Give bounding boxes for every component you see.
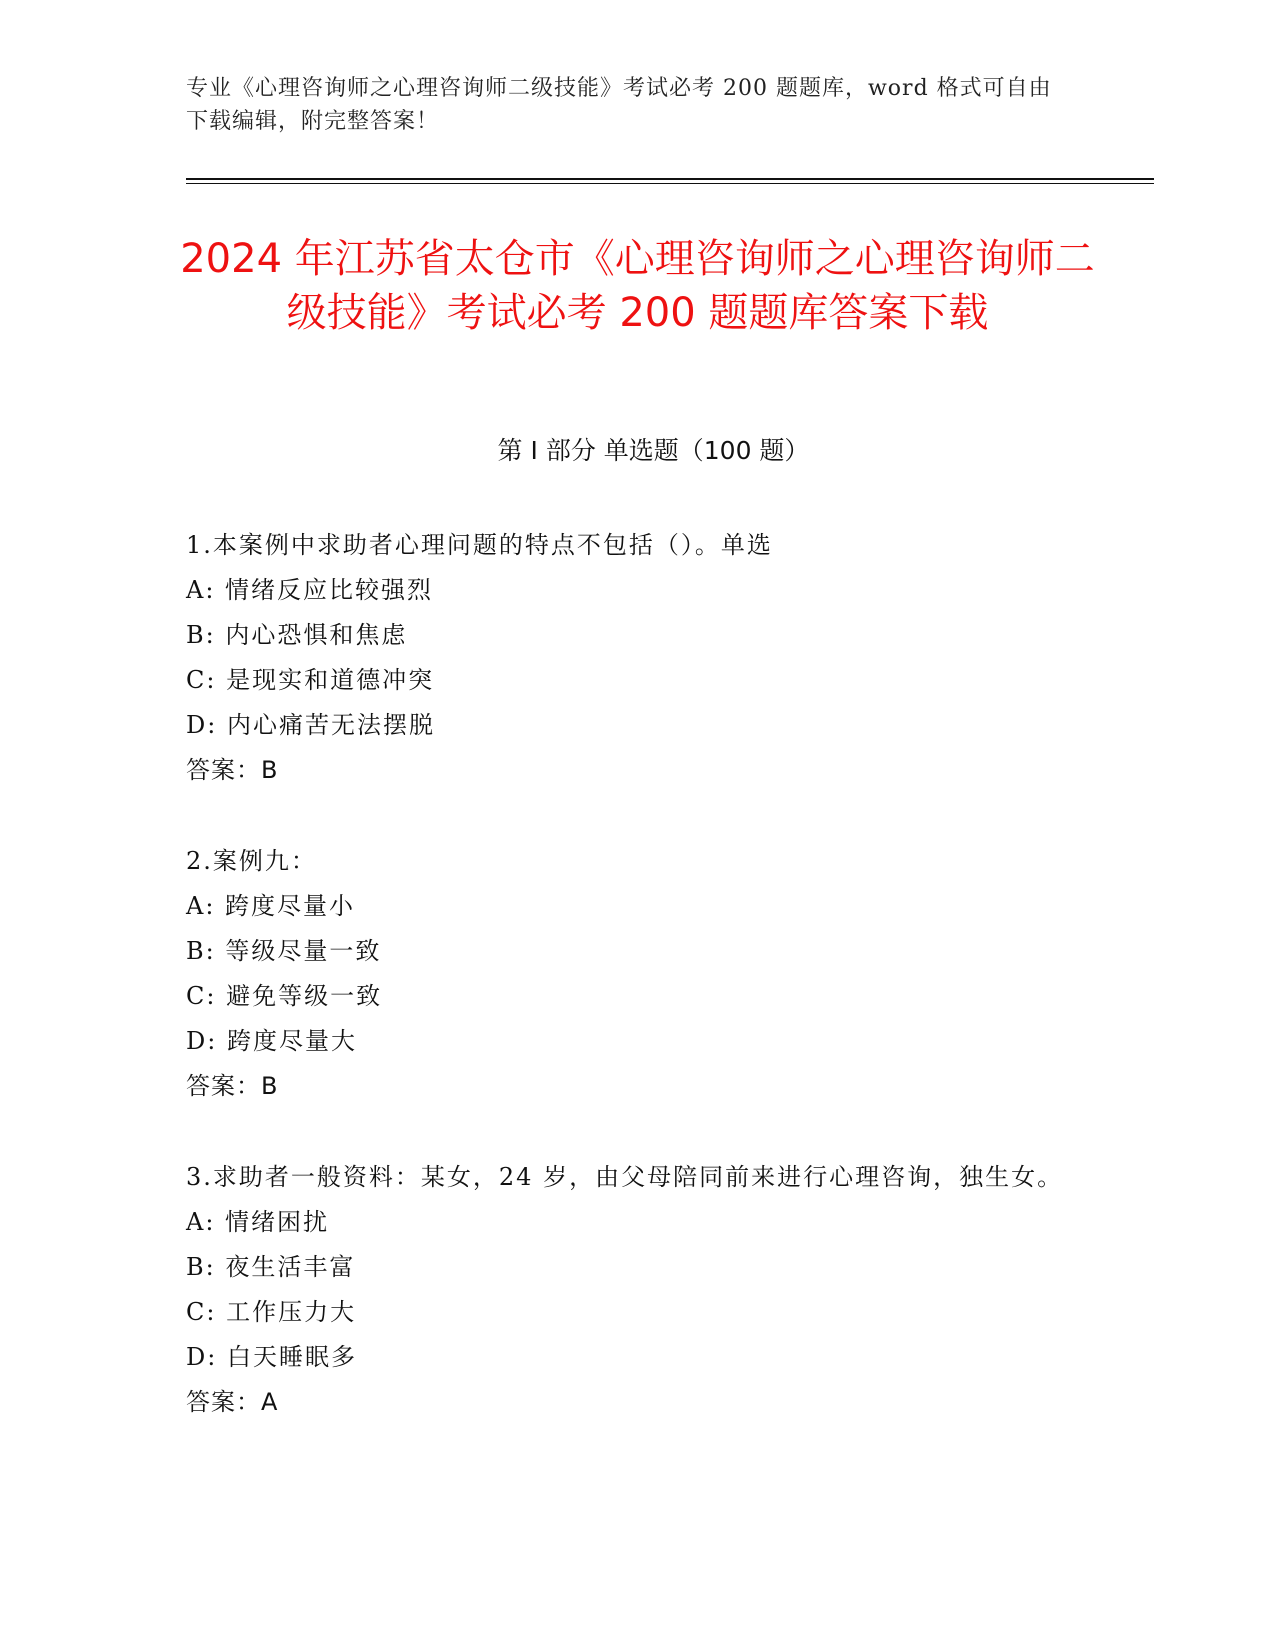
question-stem: 2.案例九： [186,847,317,875]
option-b: B: 夜生活丰富 [186,1253,356,1281]
option-d: D: 白天睡眠多 [186,1343,357,1371]
option-b: B: 等级尽量一致 [186,937,382,965]
answer-line: 答案：B [186,1072,279,1100]
answer-line: 答案：A [186,1388,279,1416]
option-a: A: 情绪反应比较强烈 [186,576,434,604]
question-3 [186,1155,1066,1425]
answer-line: 答案：B [186,756,279,784]
option-a: A: 跨度尽量小 [186,892,356,920]
option-d: D: 跨度尽量大 [186,1027,357,1055]
question-stem: 1.本案例中求助者心理问题的特点不包括（）。单选 [186,531,773,559]
section-heading: 第 I 部分 单选题（100 题） [497,436,810,465]
header-note: 专业《心理咨询师之心理咨询师二级技能》考试必考 200 题题库，word 格式可自由下载编辑，附完整答案！ [186,76,1052,134]
option-b: B: 内心恐惧和焦虑 [186,621,408,649]
option-a: A: 情绪困扰 [186,1208,330,1236]
header-divider-thick [186,178,1154,180]
question-1 [186,523,1066,793]
option-c: C: 工作压力大 [186,1298,357,1326]
document-title: 2024 年江苏省太仓市《心理咨询师之心理咨询师二级技能》考试必考 200 题题库答案下载 [180,236,1095,336]
header-divider-thin [186,183,1154,184]
option-c: C: 避免等级一致 [186,982,383,1010]
question-2 [186,839,1066,1109]
option-d: D: 内心痛苦无法摆脱 [186,711,435,739]
option-c: C: 是现实和道德冲突 [186,666,435,694]
question-stem: 3.求助者一般资料：某女，24 岁，由父母陪同前来进行心理咨询，独生女。 [186,1163,1064,1191]
